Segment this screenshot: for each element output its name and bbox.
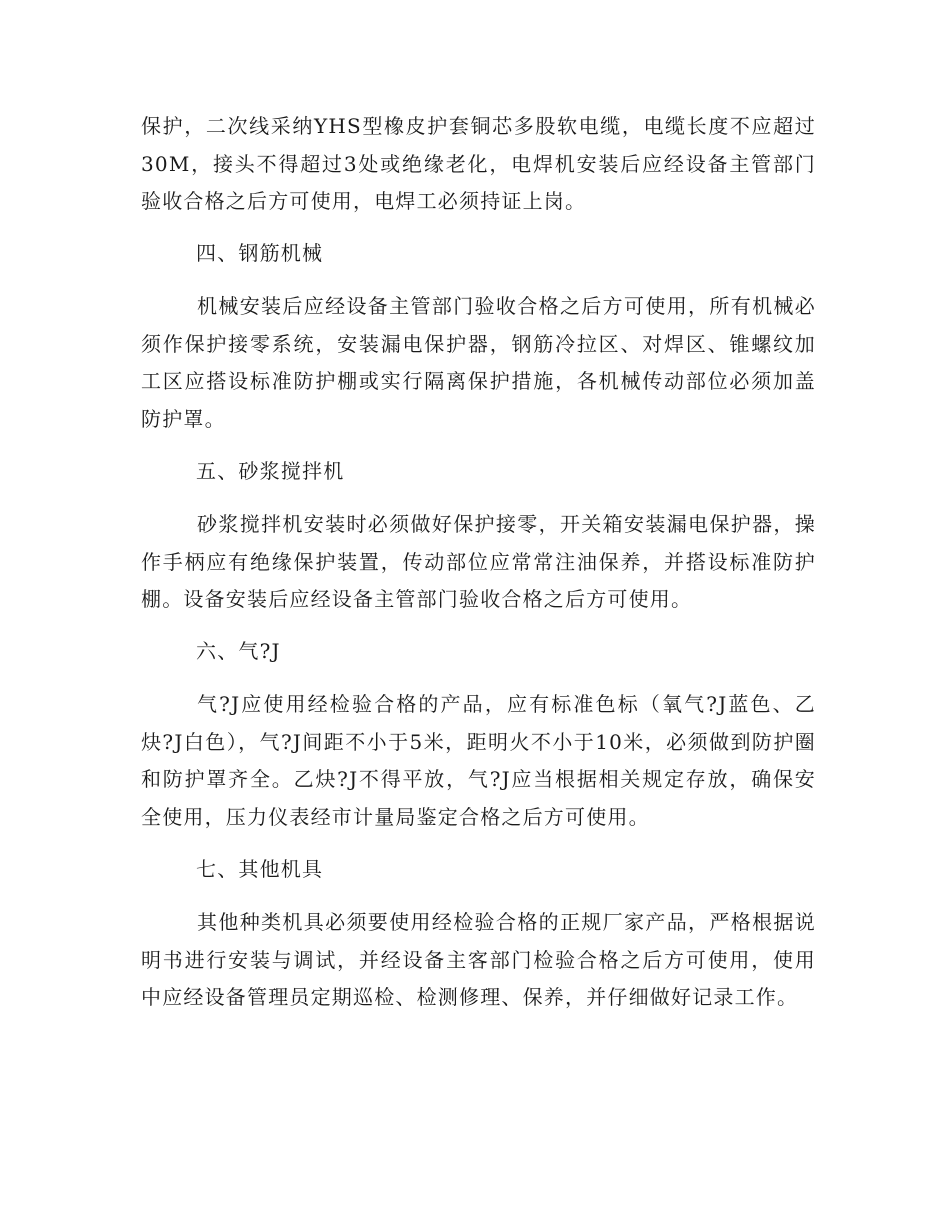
paragraph-mortar-mixer: 砂浆搅拌机安装时必须做好保护接零，开关箱安装漏电保护器，操作手柄应有绝缘保护装置，传动部位应常常注油保养，并搭设标准防护棚。设备安装后应经设备主管部门验收合格之后方可使用。	[141, 512, 816, 611]
heading-rebar-machinery: 四、钢筋机械	[196, 241, 324, 265]
paragraph-other-equipment: 其他种类机具必须要使用经检验合格的正规厂家产品，严格根据说明书进行安装与调试，并经设备主客部门检验合格之后方可使用，使用中应经设备管理员定期巡检、检测修理、保养，并仔细做好记录工作。	[141, 910, 816, 1009]
heading-gas-cylinders: 六、气?J	[196, 639, 281, 663]
paragraph-rebar-machinery: 机械安装后应经设备主管部门验收合格之后方可使用，所有机械必须作保护接零系统，安装漏电保护器，钢筋冷拉区、对焊区、锥螺纹加工区应搭设标准防护棚或实行隔离保护措施，各机械传动部位必须加盖防护罩。	[141, 294, 816, 431]
heading-mortar-mixer: 五、砂浆搅拌机	[196, 459, 345, 483]
paragraph-gas-cylinders: 气?J应使用经检验合格的产品，应有标准色标（氧气?J蓝色、乙炔?J白色），气?J间距不小于5米，距明火不小于10米，必须做到防护圈和防护罩齐全。乙炔?J不得平放，气?J应当根据相关规定存放，确保安全使用，压力仪表经市计量局鉴定合格之后方可使用。	[141, 692, 816, 829]
paragraph-welding-continued: 保护，二次线采纳YHS型橡皮护套铜芯多股软电缆，电缆长度不应超过30M，接头不得超过3处或绝缘老化，电焊机安装后应经设备主管部门验收合格之后方可使用，电焊工必须持证上岗。	[141, 114, 816, 213]
heading-other-equipment: 七、其他机具	[196, 857, 324, 881]
